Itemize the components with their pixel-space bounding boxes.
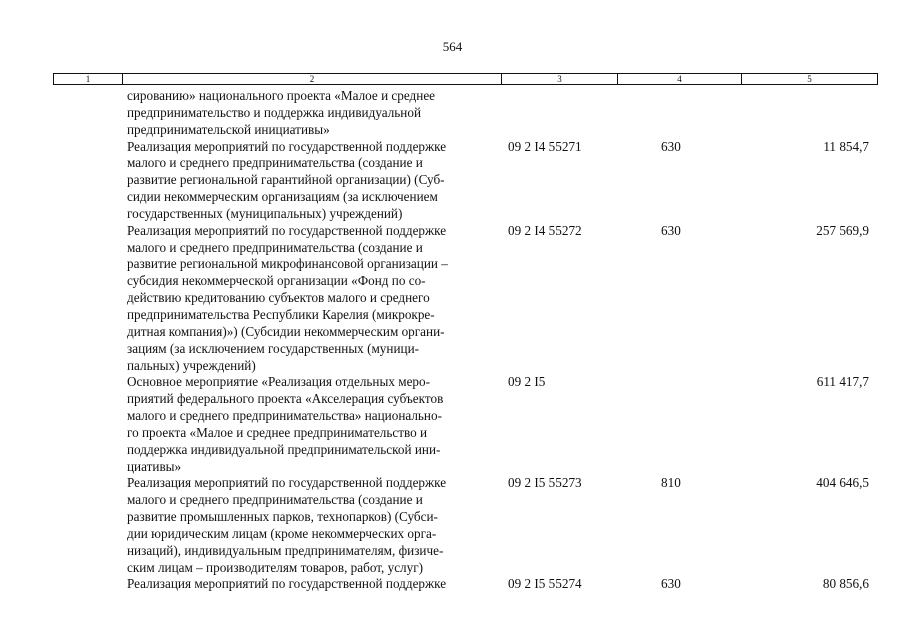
row-amount: 257 569,9 (816, 222, 869, 238)
table-row (0, 139, 905, 223)
row-code: 09 2 I5 55273 (508, 475, 582, 491)
column-header-5: 5 (807, 74, 812, 84)
row-type: 630 (661, 222, 681, 238)
row-description: сированию» национального проекта «Малое и среднее предпринимательство и поддержка индивидуальной предпринимательской инициативы» (127, 88, 436, 137)
row-description: Реализация мероприятий по государственной поддержке малого и среднего предпринимательства (создание и развитие региональной гарантийной организации) (Суб- сидии некоммерческим организациям (за исключением государственных (муниципальных) учреждений) (127, 138, 447, 221)
column-header-3: 3 (502, 74, 618, 84)
row-type: 630 (661, 576, 681, 592)
table-row (0, 223, 905, 375)
column-header-1: 1 (54, 74, 123, 84)
row-type (619, 374, 739, 475)
table-row (0, 475, 905, 576)
table-body (0, 88, 905, 593)
column-header-4: 4 (618, 74, 742, 84)
row-amount: 11 854,7 (823, 138, 869, 154)
table-row (0, 576, 905, 593)
row-description: Реализация мероприятий по государственной поддержке (127, 576, 447, 592)
row-amount (739, 88, 869, 139)
row-code (499, 88, 619, 139)
row-description: Основное мероприятие «Реализация отдельных меро- приятий федерального проекта «Акселерация субъектов малого и среднего предпринимательства» национально- го проекта «Малое и среднее предпринимательство и поддержка индивидуальной предпринимательской ини- циативы» (127, 374, 444, 474)
row-type: 630 (661, 138, 681, 154)
row-code: 09 2 I5 55274 (508, 576, 582, 592)
row-amount: 611 417,7 (816, 374, 869, 390)
row-type: 810 (661, 475, 681, 491)
row-description: Реализация мероприятий по государственной поддержке малого и среднего предпринимательства (создание и развитие региональной микрофинансовой организации – субсидия некоммерческой организации «Фонд по со- действию кредитованию субъектов малого и среднего предпринимательства Республики Карелия (микрокре- дитная компания)») (Субсидии некоммерческим органи- зациям (за исключением государственных (муници- пальных) учреждений) (127, 222, 448, 373)
row-amount: 404 646,5 (816, 475, 869, 491)
row-code: 09 2 I5 (508, 374, 546, 390)
row-amount: 80 856,6 (822, 576, 869, 592)
table-row (0, 374, 905, 475)
column-header-2: 2 (123, 74, 502, 84)
column-header-row (53, 73, 878, 85)
row-code: 09 2 I4 55271 (508, 138, 582, 154)
row-description: Реализация мероприятий по государственной поддержке малого и среднего предпринимательства (создание и развитие промышленных парков, технопарков) (Субси- дии юридическим лицам (кроме некоммерческих орга- низаций), индивидуальным предпринимателям, физиче- ским лицам – производителям товаров, работ, услуг) (127, 475, 447, 575)
table-row (0, 88, 905, 139)
row-type (619, 88, 739, 139)
row-code: 09 2 I4 55272 (508, 222, 582, 238)
page-number: 564 (442, 39, 463, 54)
